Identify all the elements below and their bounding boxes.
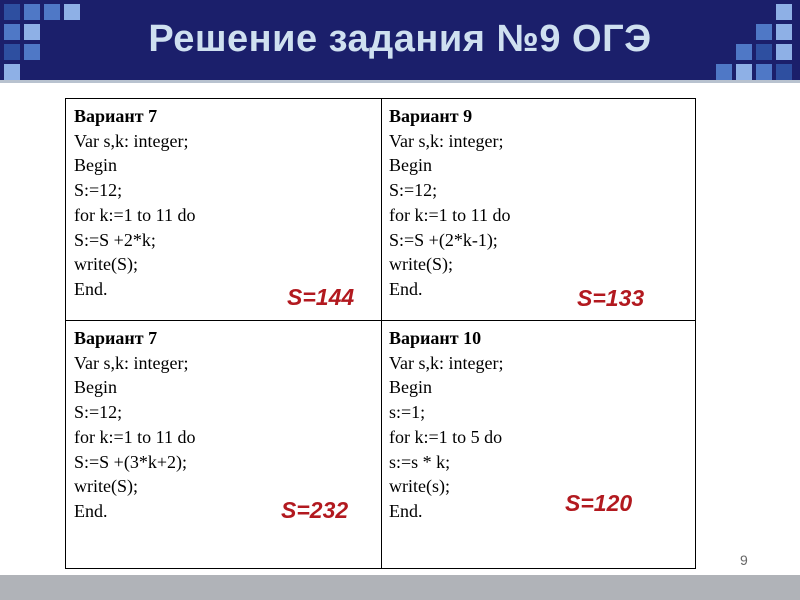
code-line: Var s,k: integer; <box>74 352 189 373</box>
answer-label: S=120 <box>565 490 633 516</box>
page-number: 9 <box>740 552 748 568</box>
variant-heading: Вариант 7 <box>74 328 158 348</box>
code-line: write(S); <box>74 476 138 497</box>
code-block <box>74 326 195 524</box>
code-line: write(s); <box>389 476 450 497</box>
decor-square <box>716 64 732 80</box>
code-line: End. <box>389 500 423 521</box>
code-line: Var s,k: integer; <box>389 352 504 373</box>
code-line: S:=12; <box>74 402 123 423</box>
code-line: for k:=1 to 11 do <box>74 204 196 225</box>
code-line: S:=S +(3*k+2); <box>74 451 187 472</box>
code-line: Var s,k: integer; <box>74 130 189 151</box>
header-divider <box>0 80 800 83</box>
answer-label: S=133 <box>577 285 645 311</box>
code-line: s:=1; <box>389 402 426 423</box>
footer-bar <box>0 575 800 600</box>
code-line: Begin <box>389 377 432 398</box>
variant-heading: Вариант 9 <box>389 106 473 126</box>
code-line: S:=S +(2*k-1); <box>389 229 498 250</box>
code-line: Begin <box>74 155 117 176</box>
code-line: End. <box>389 278 423 299</box>
code-line: S:=12; <box>389 180 438 201</box>
table-cell <box>382 99 696 320</box>
code-line: for k:=1 to 5 do <box>389 426 503 447</box>
slide-title: Решение задания №9 ОГЭ <box>148 18 652 60</box>
answer-label: S=232 <box>281 497 349 523</box>
decor-square <box>4 64 20 80</box>
decor-square <box>776 64 792 80</box>
table-cell <box>382 321 696 568</box>
variants-table <box>65 98 696 569</box>
code-line: write(S); <box>389 254 453 275</box>
variant-heading: Вариант 7 <box>74 106 158 126</box>
decor-square <box>736 64 752 80</box>
code-line: S:=12; <box>74 180 123 201</box>
code-line: End. <box>74 278 108 299</box>
code-line: s:=s * k; <box>389 451 451 472</box>
code-line: S:=S +2*k; <box>74 229 156 250</box>
slide-header <box>0 0 800 80</box>
table-cell <box>66 99 381 320</box>
answer-label: S=144 <box>287 284 355 310</box>
code-line: write(S); <box>74 254 138 275</box>
code-line: Var s,k: integer; <box>389 130 504 151</box>
code-line: Begin <box>74 377 117 398</box>
code-line: for k:=1 to 11 do <box>74 426 196 447</box>
code-block <box>389 326 503 524</box>
code-line: Begin <box>389 155 432 176</box>
decor-square <box>756 64 772 80</box>
code-block <box>74 104 195 302</box>
variant-heading: Вариант 10 <box>389 328 482 348</box>
code-line: for k:=1 to 11 do <box>389 204 511 225</box>
table-cell <box>66 321 381 568</box>
code-block <box>389 104 510 302</box>
code-line: End. <box>74 500 108 521</box>
